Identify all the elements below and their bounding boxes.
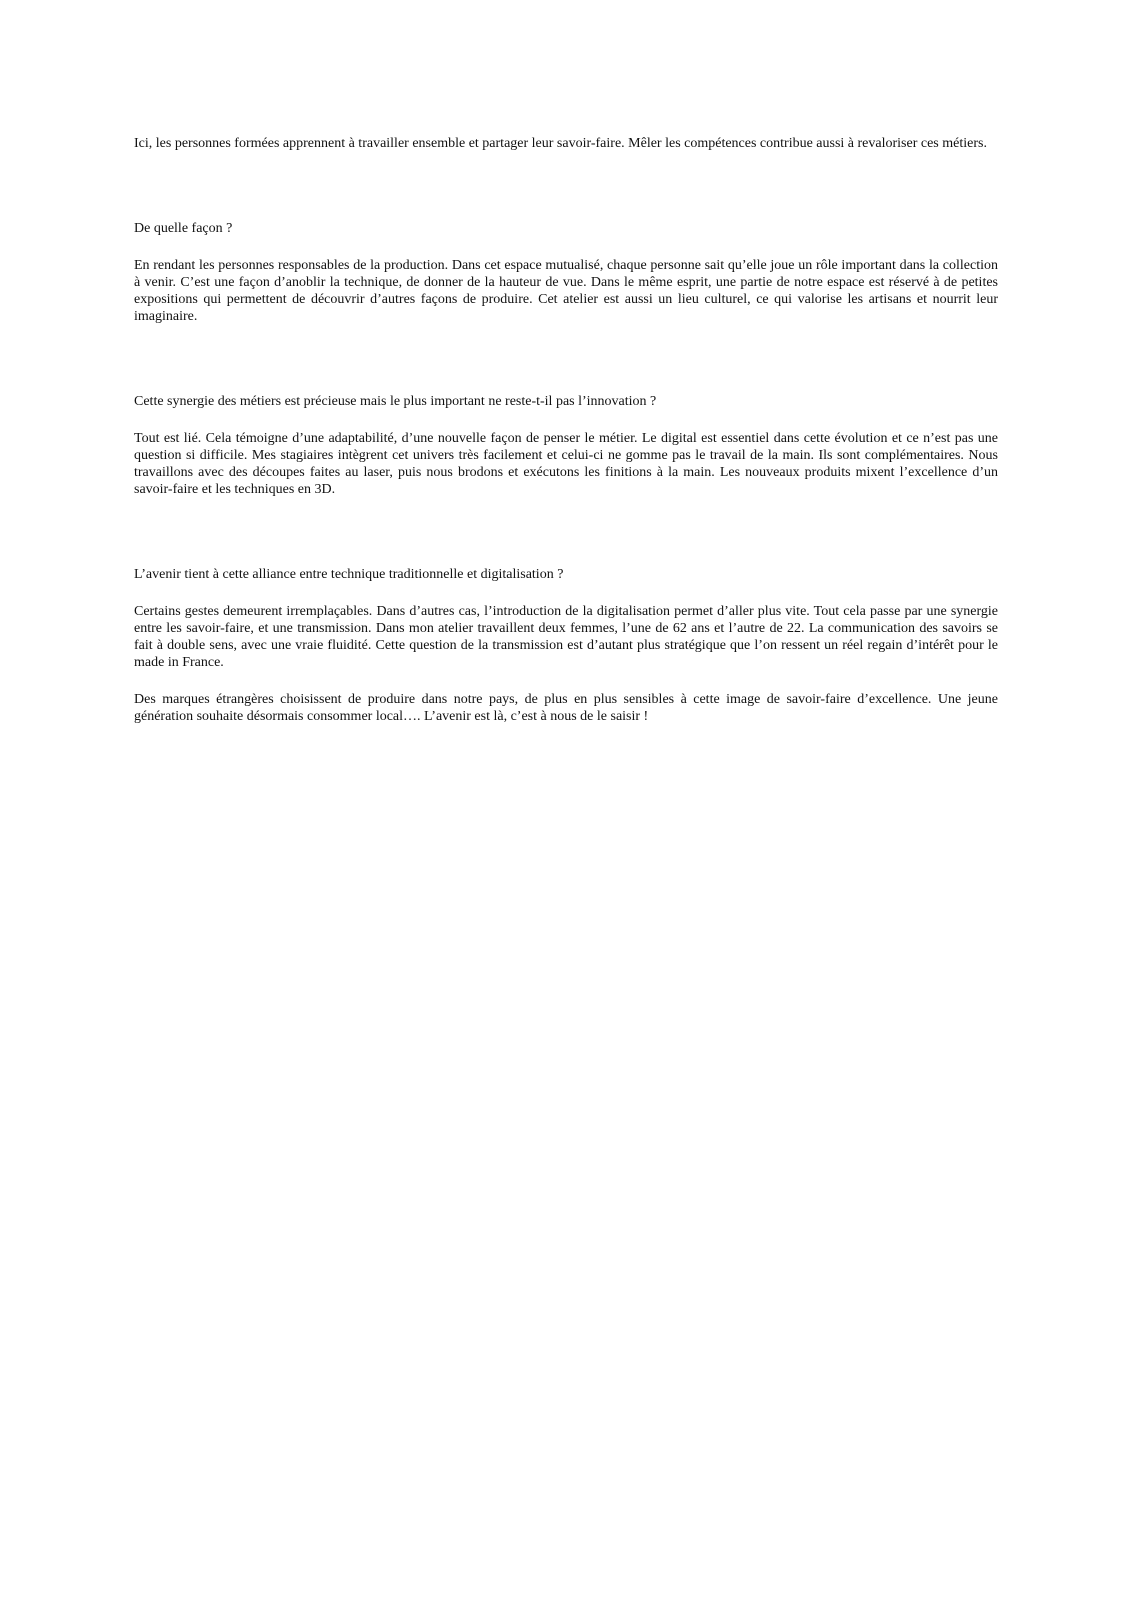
answer-3-paragraph-2: Des marques étrangères choisissent de produire dans notre pays, de plus en plus sensibles à cette image de savoir-faire d’excellence. Une jeune génération souhaite désormais consommer local…. L’avenir est là, c’est à nous de le saisir ! xyxy=(134,692,998,724)
section-spacer xyxy=(134,498,998,566)
paragraph-spacer xyxy=(134,237,998,257)
paragraph-spacer xyxy=(134,671,998,691)
document-body xyxy=(134,135,998,725)
paragraph-spacer xyxy=(134,410,998,430)
answer-2-paragraph-1: Tout est lié. Cela témoigne d’une adaptabilité, d’une nouvelle façon de penser le métier. Le digital est essentiel dans cette évolution et ce n’est pas une question si difficile. Mes stagiaires intègrent cet univers très facilement et celui-ci ne gomme pas le travail de la main. Ils sont complémentaires. Nous travaillons avec des découpes faites au laser, puis nous brodons et exécutons les finitions à la main. Les nouveaux produits mixent l’excellence d’un savoir-faire et les techniques en 3D. xyxy=(134,431,998,497)
answer-3-paragraph-1: Certains gestes demeurent irremplaçables. Dans d’autres cas, l’introduction de la digitalisation permet d’aller plus vite. Tout cela passe par une synergie entre les savoir-faire, et une transmission. Dans mon atelier travaillent deux femmes, l’une de 62 ans et l’autre de 22. La communication des savoirs se fait à double sens, avec une vraie fluidité. Cette question de la transmission est d’autant plus stratégique que l’on ressent un réel regain d’intérêt pour le made in France. xyxy=(134,604,998,670)
section-spacer xyxy=(134,325,998,393)
question-1: De quelle façon ? xyxy=(134,221,233,236)
question-3: L’avenir tient à cette alliance entre technique traditionnelle et digitalisation ? xyxy=(134,567,564,582)
question-2: Cette synergie des métiers est précieuse mais le plus important ne reste-t-il pas l’innovation ? xyxy=(134,394,657,409)
paragraph-spacer xyxy=(134,583,998,603)
section-spacer xyxy=(134,152,998,220)
answer-1-paragraph-1: En rendant les personnes responsables de la production. Dans cet espace mutualisé, chaque personne sait qu’elle joue un rôle important dans la collection à venir. C’est une façon d’anoblir la technique, de donner de la hauteur de vue. Dans le même esprit, une partie de notre espace est réservé à de petites expositions qui permettent de découvrir d’autres façons de produire. Cet atelier est aussi un lieu culturel, ce qui valorise les artisans et nourrit leur imaginaire. xyxy=(134,258,998,324)
intro-paragraph: Ici, les personnes formées apprennent à travailler ensemble et partager leur savoir-faire. Mêler les compétences contribue aussi à revaloriser ces métiers. xyxy=(134,136,987,151)
